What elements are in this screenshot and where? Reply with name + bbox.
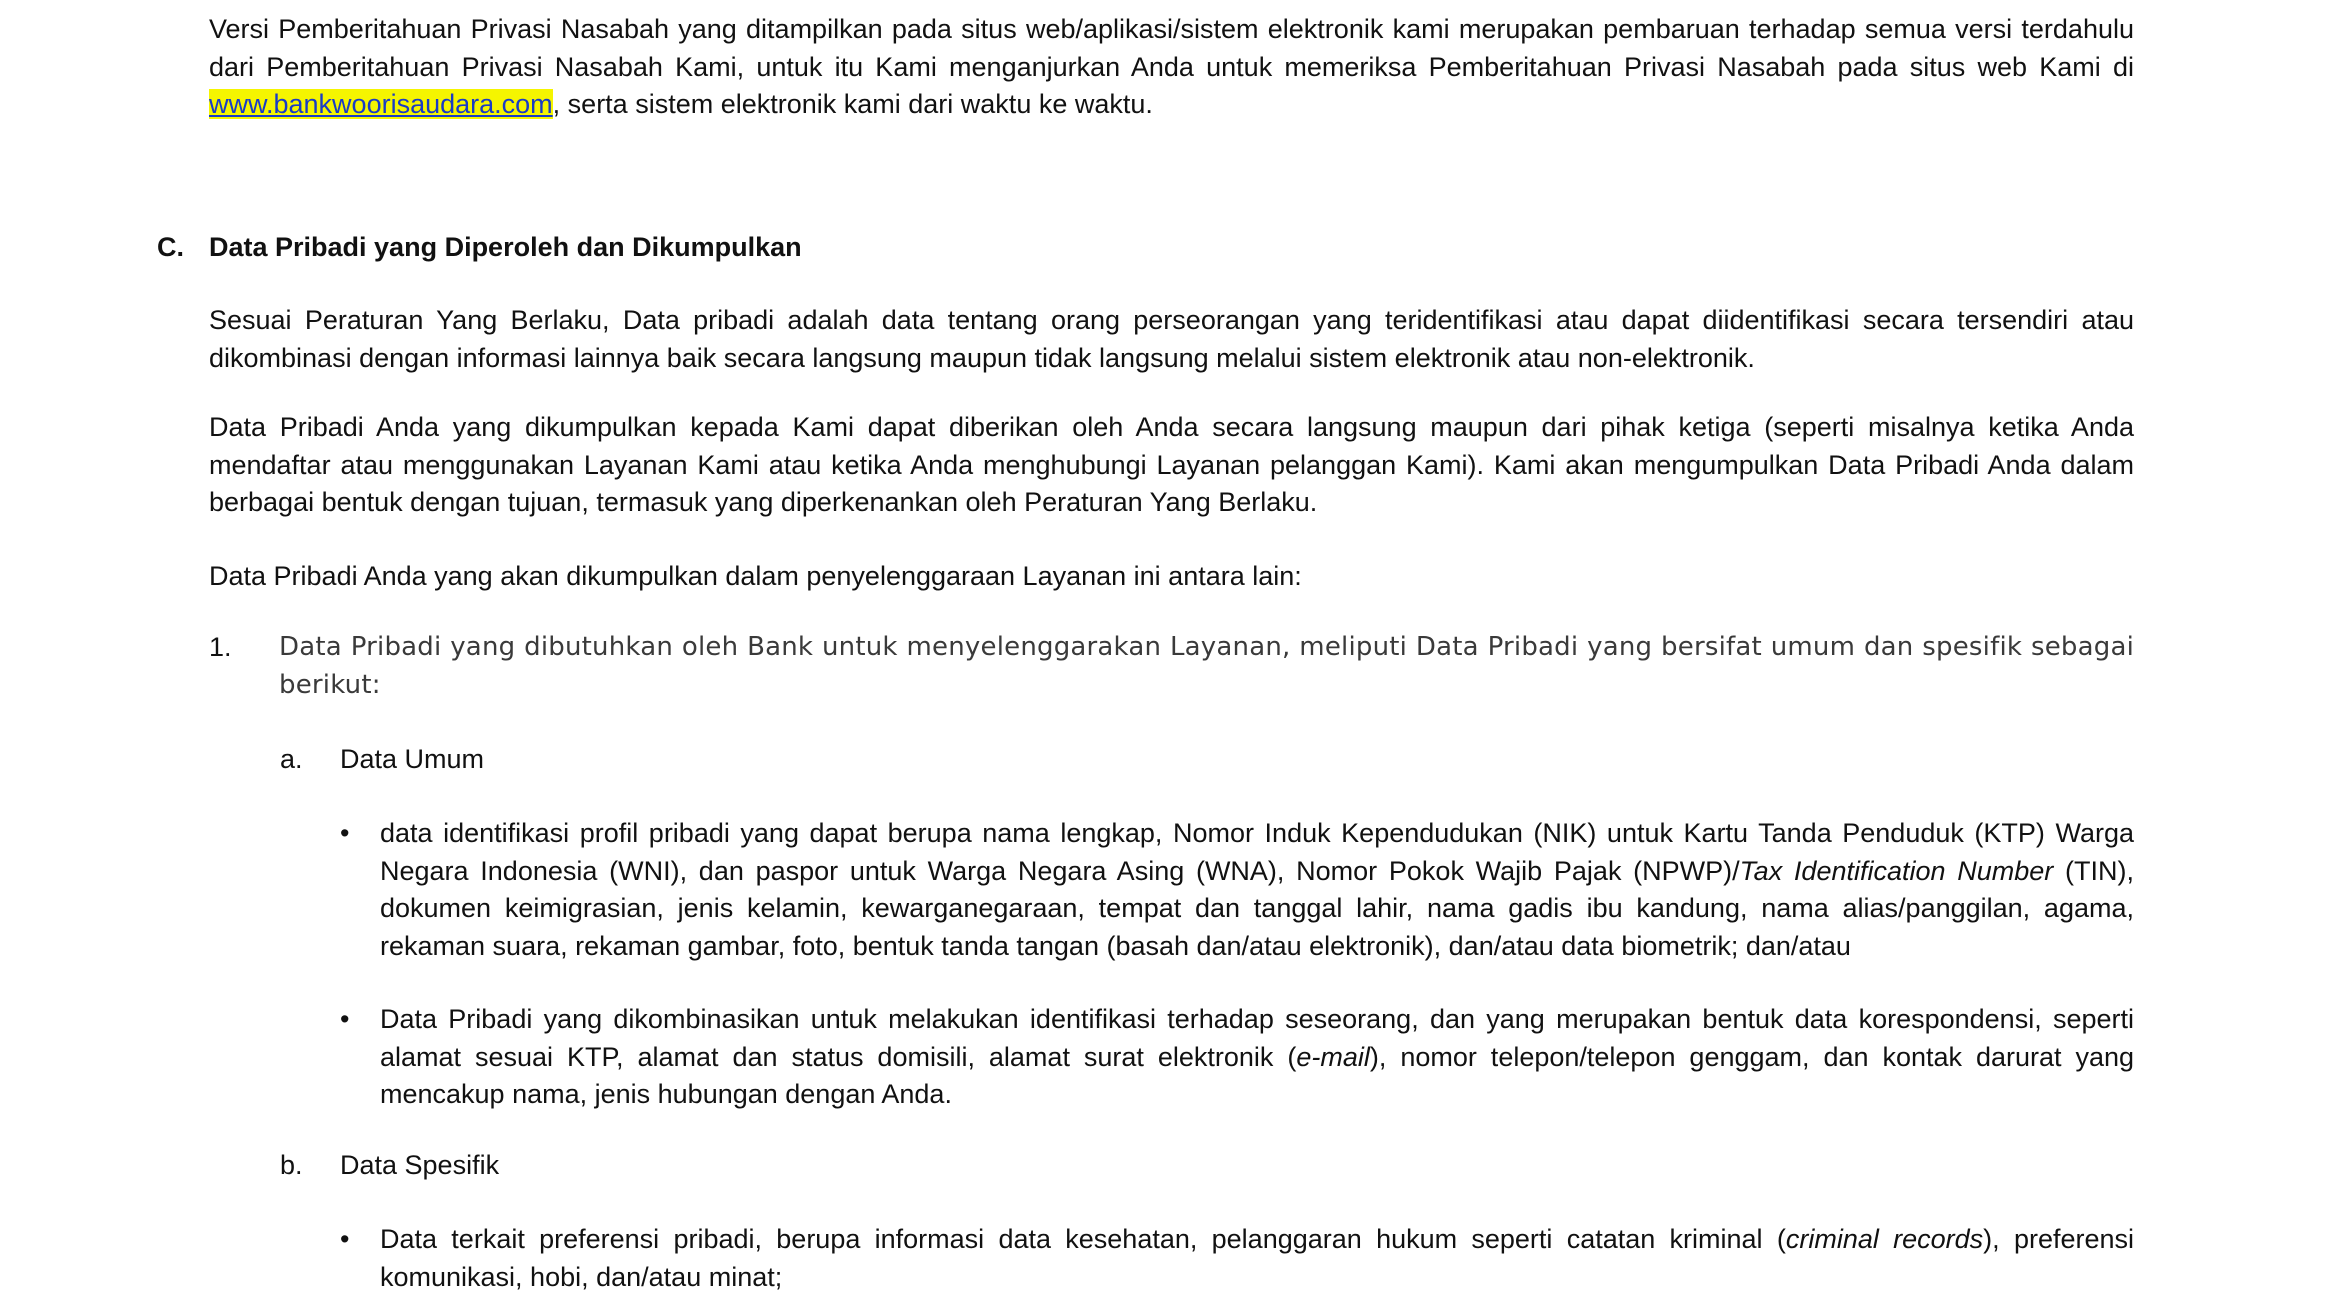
bullet-text-part: ), preferensi komunikasi, hobi, dan/atau minat; bbox=[380, 1224, 2135, 1292]
intro-text-before-link: Versi Pemberitahuan Privasi Nasabah yang ditampilkan pada situs web/aplikasi/sistem elektronik kami merupakan pembaruan terhadap semua versi terdahulu dari Pemberitahuan Privasi Nasabah Kami, untuk itu Kami menganjurkan Anda untuk memeriksa Pemberitahuan Privasi Nasabah pada situs web Kami di bbox=[209, 14, 2134, 82]
bullet-italic-term: e-mail bbox=[1296, 1041, 1370, 1072]
bullet-text-part: ), nomor telepon/telepon genggam, dan kontak darurat yang mencakup nama, jenis hubungan dengan Anda. bbox=[380, 1041, 2135, 1109]
subsection-title: Data Umum bbox=[340, 744, 485, 774]
intro-paragraph bbox=[209, 11, 2134, 124]
website-link[interactable]: www.bankwoorisaudara.com bbox=[209, 89, 553, 119]
subsection-b-heading bbox=[280, 1147, 499, 1185]
bullet-text-part: Data Pribadi yang dikombinasikan untuk melakukan identifikasi terhadap seseorang, dan yang merupakan bentuk data korespondensi, seperti alamat sesuai KTP, alamat dan status domisili, alamat surat elektronik ( bbox=[380, 1004, 2134, 1072]
bullet-icon: • bbox=[340, 818, 350, 848]
bullet-italic-term: Tax Identification Number bbox=[1739, 855, 2054, 886]
subsection-title: Data Spesifik bbox=[340, 1150, 500, 1180]
intro-text-after-link: , serta sistem elektronik kami dari waktu ke waktu. bbox=[552, 89, 1153, 119]
paragraph-list-intro: Data Pribadi Anda yang akan dikumpulkan dalam penyelenggaraan Layanan ini antara lain: bbox=[209, 561, 1302, 591]
paragraph-definition: Sesuai Peraturan Yang Berlaku, Data pribadi adalah data tentang orang perseorangan yang teridentifikasi atau dapat diidentifikasi secara tersendiri atau dikombinasi dengan informasi lainnya baik secara langsung maupun tidak langsung melalui sistem elektronik atau non-elektronik. bbox=[209, 305, 2134, 373]
bullet-text-part: (TIN), dokumen keimigrasian, jenis kelamin, kewarganegaraan, tempat dan tanggal lahir, nama gadis ibu kandung, nama alias/panggilan, agama, rekaman suara, rekaman gambar, foto, bentuk tanda tangan (basah dan/atau elektronik), dan/atau data biometrik; dan/atau bbox=[380, 855, 2135, 961]
bullet-icon: • bbox=[340, 1224, 350, 1254]
bullet-italic-term: criminal records bbox=[1785, 1224, 1984, 1254]
numbered-item-1 bbox=[209, 629, 2134, 704]
item-number: 1. bbox=[209, 632, 232, 662]
paragraph-collection: Data Pribadi Anda yang dikumpulkan kepada Kami dapat diberikan oleh Anda secara langsung maupun dari pihak ketiga (seperti misalnya ketika Anda mendaftar atau menggunakan Layanan Kami atau ketika Anda menghubungi Layanan pelanggan Kami). Kami akan mengumpulkan Data Pribadi Anda dalam berbagai bentuk dengan tujuan, termasuk yang diperkenankan oleh Peraturan Yang Berlaku. bbox=[209, 412, 2134, 517]
bullet-text bbox=[380, 815, 2134, 965]
section-title: Data Pribadi yang Diperoleh dan Dikumpulkan bbox=[209, 232, 802, 262]
subsection-letter: a. bbox=[280, 744, 303, 774]
subsection-a-heading bbox=[280, 741, 484, 779]
bullet-item-identification bbox=[340, 815, 2134, 965]
bullet-text bbox=[380, 1221, 2134, 1296]
bullet-item-specific-data bbox=[340, 1221, 2134, 1296]
bullet-text-part: Data terkait preferensi pribadi, berupa informasi data kesehatan, pelanggaran hukum seperti catatan kriminal ( bbox=[380, 1224, 1786, 1254]
bullet-text-part: data identifikasi profil pribadi yang dapat berupa nama lengkap, Nomor Induk Kependudukan (NIK) untuk Kartu Tanda Penduduk (KTP) Warga Negara Indonesia (WNI), dan paspor untuk Warga Negara Asing (WNA), Nomor Pokok Wajib Pajak (NPWP)/ bbox=[380, 818, 2134, 886]
bullet-item-combined-data bbox=[340, 1001, 2134, 1114]
bullet-text bbox=[380, 1001, 2134, 1114]
section-letter: C. bbox=[157, 232, 184, 262]
bullet-icon: • bbox=[340, 1004, 350, 1034]
section-c-heading bbox=[157, 229, 802, 267]
subsection-letter: b. bbox=[280, 1150, 303, 1180]
item-text: Data Pribadi yang dibutuhkan oleh Bank untuk menyelenggarakan Layanan, meliputi Data Pribadi yang bersifat umum dan spesifik sebagai berikut: bbox=[279, 632, 2134, 700]
